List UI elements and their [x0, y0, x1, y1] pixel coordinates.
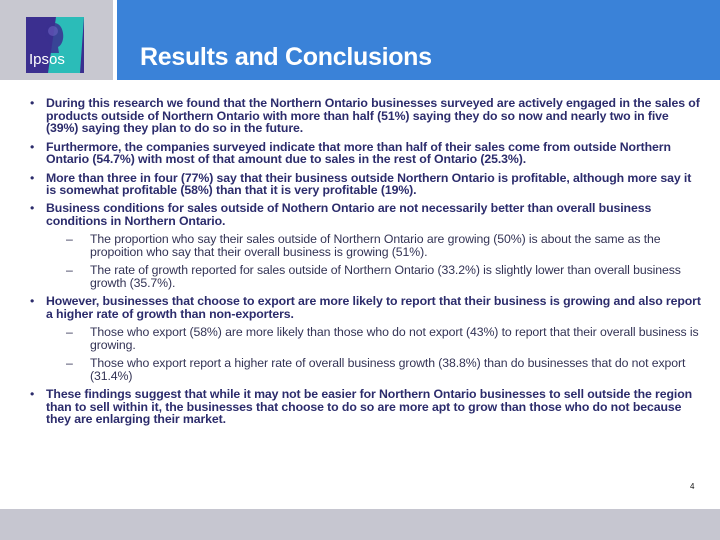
bullet-item: • Furthermore, the companies surveyed indicate that more than half of their sales come from outside Northern Ontario (54.7%) with most of that amount due to sales in the rest of Ontario (25.3%).	[30, 141, 702, 166]
page-number: 4	[690, 482, 695, 491]
bullet-item: • However, businesses that choose to export are more likely to report that their business is growing and also report a higher rate of growth than non-exporters.	[30, 295, 702, 320]
bullet-item: • These findings suggest that while it may not be easier for Northern Ontario businesses to sell outside the region than to sell within it, the businesses that choose to do so are more apt to grow than those who do not because they are enlarging their market.	[30, 388, 702, 426]
sub-bullet-item	[30, 264, 702, 289]
sub-bullet-item	[30, 233, 702, 258]
dash-marker: –	[66, 355, 73, 370]
page-title: Results and Conclusions	[140, 43, 432, 71]
sub-bullet-text: The proportion who say their sales outside of Northern Ontario are growing (50%) is about the same as the propoition who say that their overall business is growing (51%).	[90, 232, 661, 260]
ipsos-logo	[26, 17, 84, 73]
dash-marker: –	[66, 325, 73, 340]
sub-bullet-text: The rate of growth reported for sales outside of Northern Ontario (33.2%) is slightly lower than overall business growth (35.7%).	[90, 263, 681, 290]
logo-text: Ipsos	[29, 51, 65, 68]
dash-marker: –	[66, 263, 73, 278]
bullet-item: • During this research we found that the Northern Ontario businesses surveyed are actively engaged in the sales of products outside of Northern Ontario with more than half (51%) saying they do so now and nearly two in five (39%) saying they plan to do so in the future.	[30, 97, 702, 135]
bullet-item: • More than three in four (77%) say that their business outside Northern Ontario is profitable, although more say it is somewhat profitable (58%) than that it is very profitable (19%).	[30, 172, 702, 197]
sub-bullet-item	[30, 357, 702, 382]
results-content	[30, 97, 702, 431]
dash-marker: –	[66, 232, 73, 247]
sub-bullet-text: Those who export (58%) are more likely than those who do not export (43%) to report that their overall business is growing.	[90, 325, 699, 352]
sub-bullet-item	[30, 326, 702, 351]
sub-bullet-text: Those who export report a higher rate of overall business growth (38.8%) than do businesses that do not export (31.4%)	[90, 355, 686, 383]
bullet-item: • Business conditions for sales outside of Nothern Ontario are not necessarily better than overall business conditions in Northern Ontario.	[30, 202, 702, 227]
footer-bar	[0, 509, 720, 540]
